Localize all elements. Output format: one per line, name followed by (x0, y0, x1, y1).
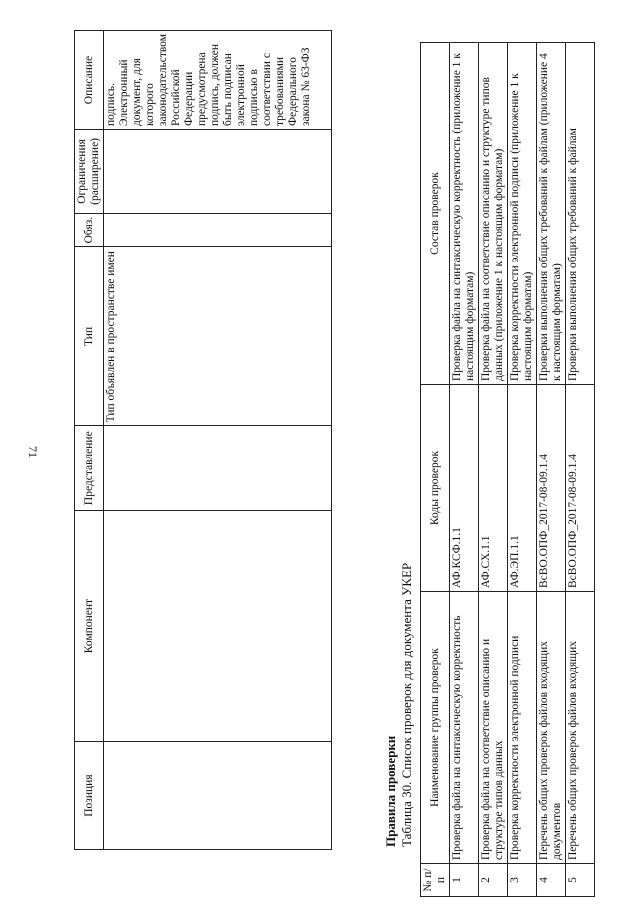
row-code: АФ.СХ.1.1 (479, 385, 508, 592)
header-group-name: Наименование группы проверок (421, 592, 450, 864)
header-required: Обяз. (75, 213, 104, 247)
row-name: Перечень общих проверок файлов входящих документов (537, 592, 566, 864)
row-code: АФ.КСФ.1.1 (450, 385, 479, 592)
table-caption: Таблица 30. Список проверок для документа УКЕР (399, 562, 414, 847)
row-content: Проверки выполнения общих требований к файлам (566, 43, 595, 385)
header-component: Компонент (75, 510, 104, 741)
table-row (479, 43, 508, 897)
cell-restrictions (104, 130, 332, 214)
cell-component (104, 510, 332, 741)
row-name: Проверка файла на синтаксическую корректность (450, 592, 479, 864)
row-name: Проверка корректности электронной подписи (508, 592, 537, 864)
cell-position (104, 742, 332, 850)
row-num: 5 (566, 864, 595, 897)
row-name: Перечень общих проверок файлов входящих (566, 592, 595, 864)
row-code: АФ.ЭП.1.1 (508, 385, 537, 592)
row-num: 2 (479, 864, 508, 897)
row-content: Проверка корректности электронной подписи (приложение 1 к настоящим форматам) (508, 43, 537, 385)
header-representation: Представление (75, 426, 104, 511)
components-table (74, 30, 332, 850)
table-row (104, 31, 332, 850)
header-description: Описание (75, 31, 104, 130)
row-content: Проверки выполнения общих требований к файлам (приложение 4 к настоящим форматам) (537, 43, 566, 385)
row-code: ВсВО.ОПФ_2017-08-09.1.4 (566, 385, 595, 592)
header-codes: Коды проверок (421, 385, 450, 592)
row-num: 3 (508, 864, 537, 897)
rules-section (383, 563, 415, 847)
checks-table-header (421, 43, 450, 897)
table-row (566, 43, 595, 897)
table-row (450, 43, 479, 897)
cell-required (104, 213, 332, 247)
row-content: Проверка файла на соответствие описанию и структуре типов данных (приложение 1 к настоящим форматам) (479, 43, 508, 385)
cell-type: Тип объявлен в пространстве имен (104, 247, 332, 426)
cell-description: подпись. Электронный документ, для которого законодательством Российской Федерации предусмотрена подпись, должен быть подписан электронной подписью в соответствии с требованиями Федерального закона № 63-ФЗ (104, 31, 332, 130)
header-num: № п/п (421, 864, 450, 897)
row-code: ВсВО.ОПФ_2017-08-09.1.4 (537, 385, 566, 592)
page-number: 71 (26, 446, 40, 458)
header-content: Состав проверок (421, 43, 450, 385)
row-num: 4 (537, 864, 566, 897)
header-restrictions: Ограничения (расширение) (75, 130, 104, 214)
header-type: Тип (75, 247, 104, 426)
section-title: Правила проверки (383, 735, 398, 847)
row-num: 1 (450, 864, 479, 897)
table-row (537, 43, 566, 897)
table-row (508, 43, 537, 897)
row-name: Проверка файла на соответствие описанию и структуре типов данных (479, 592, 508, 864)
checks-table (420, 42, 595, 897)
cell-representation (104, 426, 332, 511)
components-table-header (75, 31, 104, 850)
header-position: Позиция (75, 742, 104, 850)
row-content: Проверка файла на синтаксическую корректность (приложение 1 к настоящим форматам) (450, 43, 479, 385)
